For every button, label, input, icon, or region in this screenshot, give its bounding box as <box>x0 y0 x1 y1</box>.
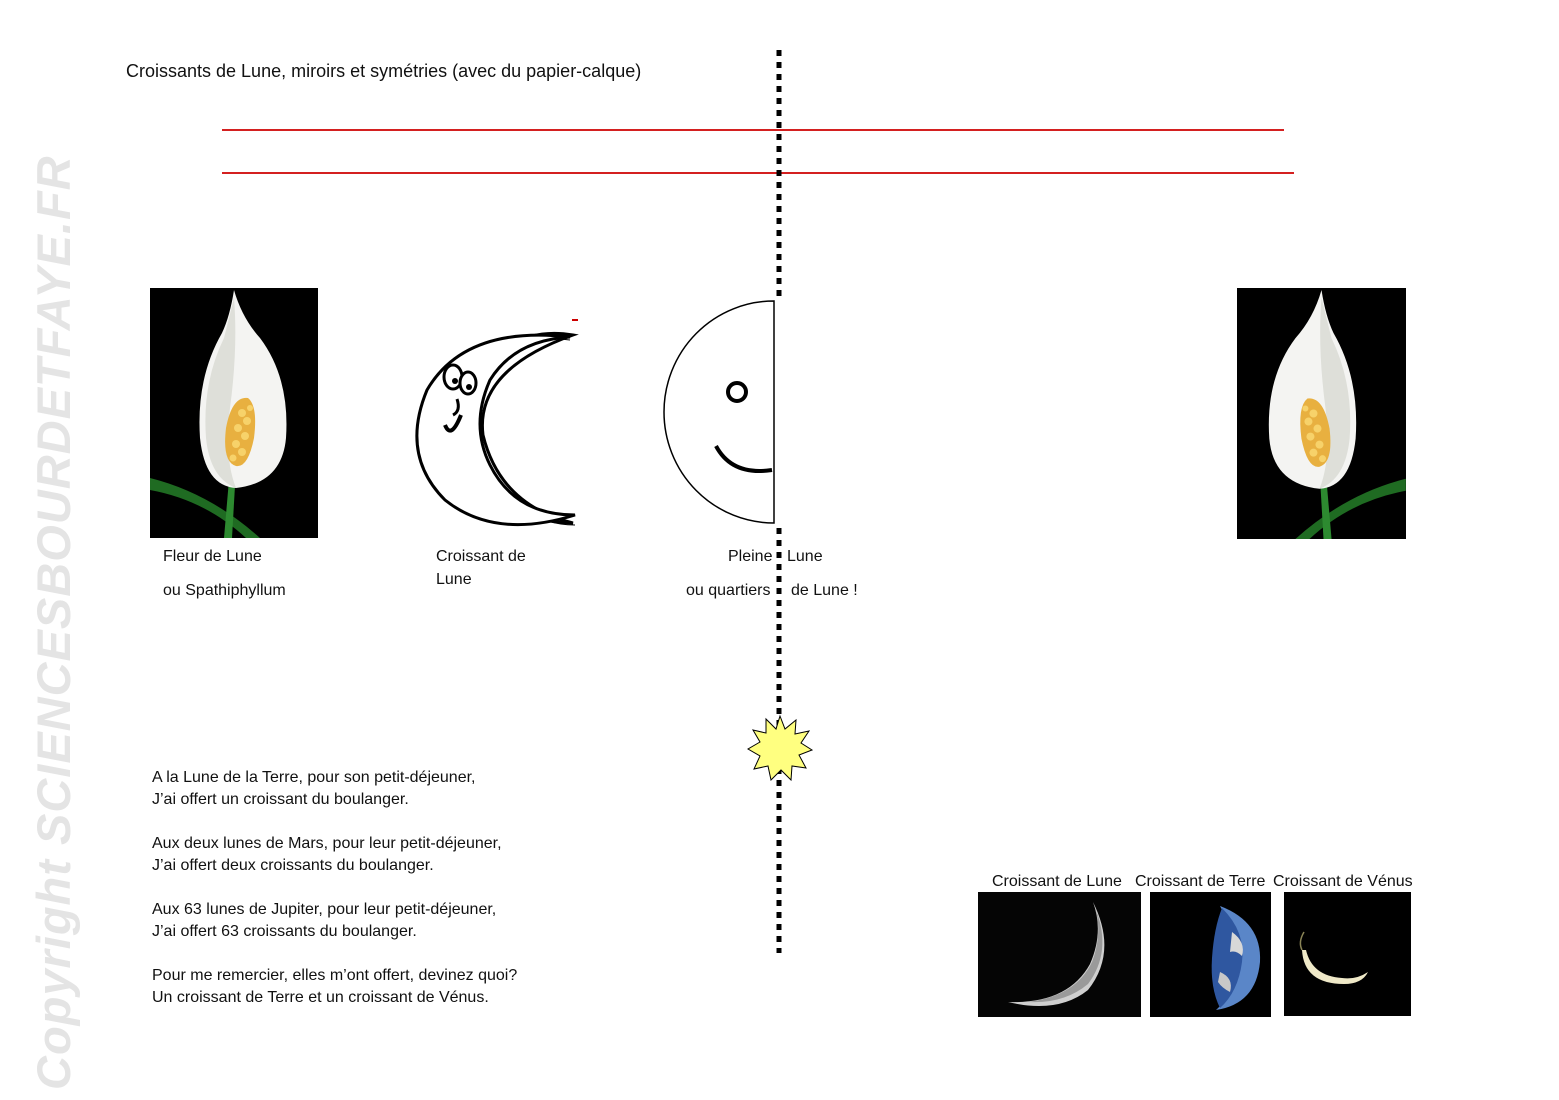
flower-photo-left <box>150 288 318 538</box>
red-guide-line-2 <box>222 172 1294 174</box>
poem-line: J’ai offert 63 croissants du boulanger. <box>152 923 417 940</box>
moon-crescent-label: Croissant de Lune <box>992 873 1122 890</box>
sun-star-icon <box>746 714 814 782</box>
moon-crescent-photo <box>978 892 1141 1017</box>
copyright-watermark: Copyright SCIENCESBOURDETFAYE.FR <box>27 155 80 1090</box>
flower-photo-right-mirrored <box>1237 288 1406 539</box>
page-title: Croissants de Lune, miroirs et symétries (avec du papier-calque) <box>126 61 642 81</box>
poem-line: A la Lune de la Terre, pour son petit-déjeuner, <box>152 769 476 786</box>
flower-caption-line2: ou Spathiphyllum <box>163 582 286 599</box>
crescent-caption-line2: Lune <box>436 571 472 588</box>
full-moon-caption-right1: Lune <box>787 548 823 565</box>
poem-stanza-3 <box>152 899 517 943</box>
earth-crescent-label: Croissant de Terre <box>1135 873 1266 890</box>
poem-stanza-1 <box>152 767 517 811</box>
earth-crescent-photo <box>1150 892 1271 1017</box>
venus-crescent-photo <box>1284 892 1411 1016</box>
poem-line: J’ai offert un croissant du boulanger. <box>152 791 409 808</box>
full-moon-caption-right2: de Lune ! <box>791 582 858 599</box>
cartoon-crescent-moon <box>405 315 585 530</box>
poem-stanza-4 <box>152 965 517 1009</box>
poem-stanza-2 <box>152 833 517 877</box>
poem <box>152 767 517 1031</box>
poem-line: Pour me remercier, elles m’ont offert, devinez quoi? <box>152 967 518 984</box>
crescent-caption-line1: Croissant de <box>436 548 526 565</box>
half-moon-face <box>660 298 780 528</box>
red-guide-line-1 <box>222 129 1284 131</box>
full-moon-caption-left1: Pleine <box>728 548 773 565</box>
poem-line: Aux deux lunes de Mars, pour leur petit-déjeuner, <box>152 835 502 852</box>
poem-line: Aux 63 lunes de Jupiter, pour leur petit-déjeuner, <box>152 901 497 918</box>
full-moon-caption-left2: ou quartiers <box>686 582 771 599</box>
poem-line: Un croissant de Terre et un croissant de Vénus. <box>152 989 489 1006</box>
poem-line: J’ai offert deux croissants du boulanger. <box>152 857 434 874</box>
flower-caption-line1: Fleur de Lune <box>163 548 262 565</box>
venus-crescent-label: Croissant de Vénus <box>1273 873 1413 890</box>
